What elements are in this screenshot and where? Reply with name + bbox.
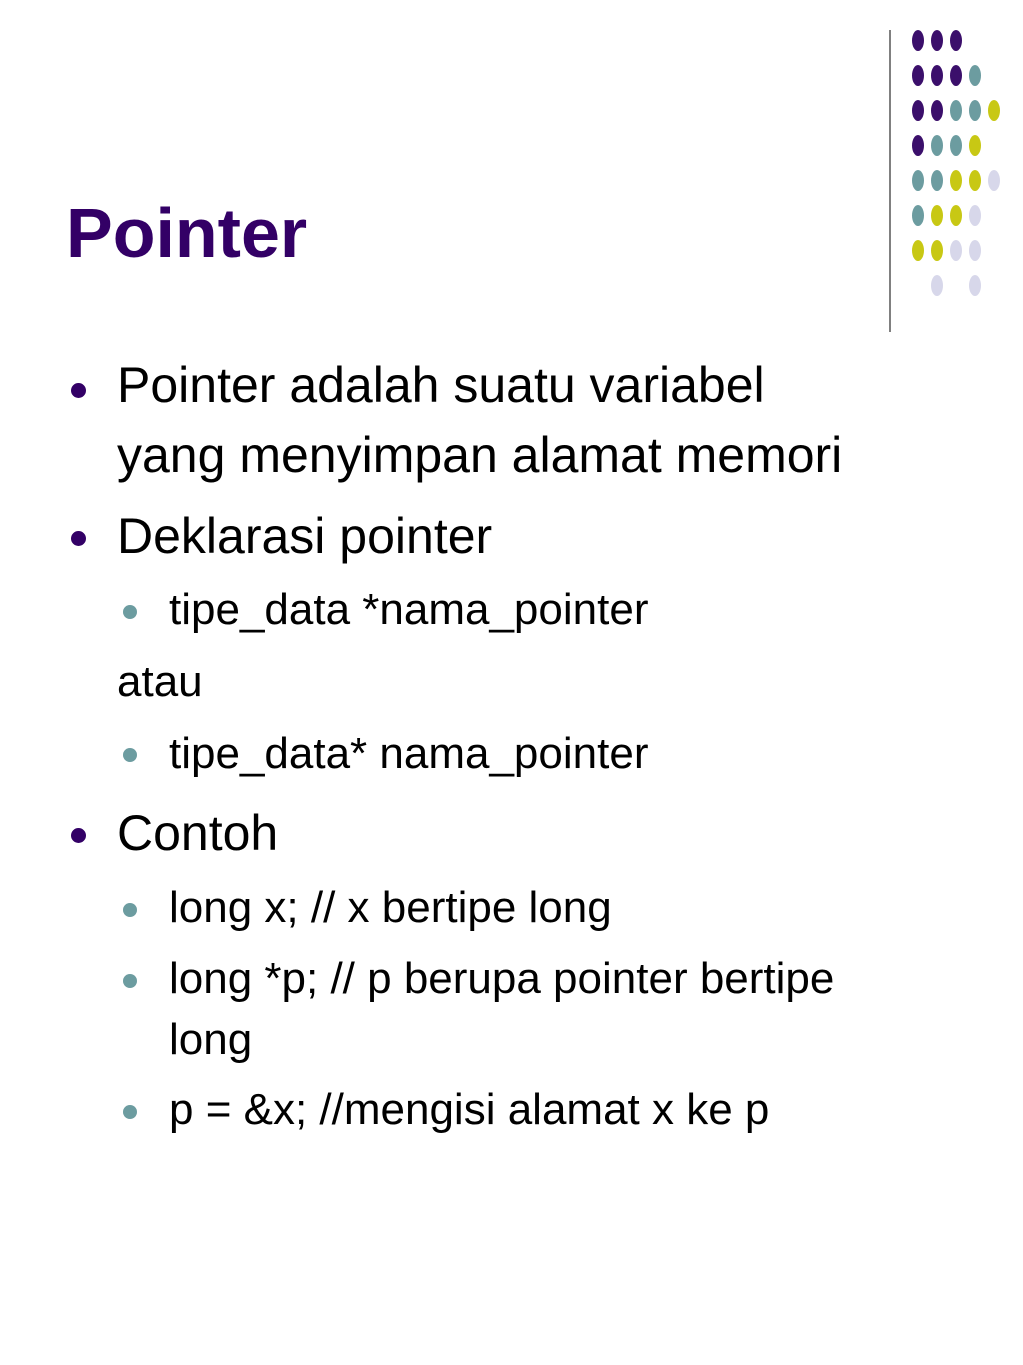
decorative-dot xyxy=(969,170,981,191)
decorative-dot xyxy=(931,170,943,191)
decorative-dot xyxy=(931,30,943,51)
sub-bullet-dot xyxy=(123,1105,137,1119)
decorative-dot xyxy=(969,100,981,121)
decorative-dot xyxy=(950,30,962,51)
sub-bullet-text: p = &x; //mengisi alamat x ke p xyxy=(169,1085,770,1134)
decorative-dot xyxy=(988,170,1000,191)
decorative-dot-pattern xyxy=(900,28,1010,298)
sub-bullet-text: tipe_data* nama_pointer xyxy=(169,729,649,778)
decorative-dot xyxy=(988,100,1000,121)
sub-bullet-text: tipe_data *nama_pointer xyxy=(169,585,649,634)
decorative-dot xyxy=(969,275,981,296)
decorative-dot xyxy=(969,205,981,226)
sub-bullet-dot xyxy=(123,903,137,917)
decorative-dot xyxy=(931,65,943,86)
decorative-dot xyxy=(950,240,962,261)
decorative-dot xyxy=(969,240,981,261)
decorative-dot xyxy=(931,135,943,156)
decorative-dot xyxy=(950,100,962,121)
decorative-dot xyxy=(931,240,943,261)
bullet-dot xyxy=(71,828,86,843)
bullet-text: Deklarasi pointer xyxy=(117,508,493,564)
decorative-dot xyxy=(931,100,943,121)
decorative-dot xyxy=(931,205,943,226)
title-divider-line xyxy=(889,30,891,332)
decorative-dot xyxy=(969,135,981,156)
decorative-dot xyxy=(912,100,924,121)
decorative-dot xyxy=(912,30,924,51)
bullet-dot xyxy=(71,531,86,546)
decorative-dot xyxy=(950,170,962,191)
sub-bullet-text: long xyxy=(169,1015,253,1064)
decorative-dot xyxy=(912,170,924,191)
decorative-dot xyxy=(950,135,962,156)
sub-bullet-dot xyxy=(123,974,137,988)
decorative-dot xyxy=(912,205,924,226)
bullet-text: yang menyimpan alamat memori xyxy=(117,427,843,483)
bullet-text: Pointer adalah suatu variabel xyxy=(117,357,765,413)
decorative-dot xyxy=(912,135,924,156)
decorative-dot xyxy=(931,275,943,296)
sub-bullet-text: long x; // x bertipe long xyxy=(169,883,612,932)
bullet-text: Contoh xyxy=(117,805,279,861)
decorative-dot xyxy=(950,205,962,226)
bullet-dot xyxy=(71,383,86,398)
sub-bullet-dot xyxy=(123,605,137,619)
sub-bullet-text: long *p; // p berupa pointer bertipe xyxy=(169,954,835,1003)
slide-title: Pointer xyxy=(66,194,308,272)
decorative-dot xyxy=(912,65,924,86)
decorative-dot xyxy=(912,240,924,261)
plain-text: atau xyxy=(117,657,203,706)
sub-bullet-dot xyxy=(123,748,137,762)
decorative-dot xyxy=(969,65,981,86)
decorative-dot xyxy=(950,65,962,86)
